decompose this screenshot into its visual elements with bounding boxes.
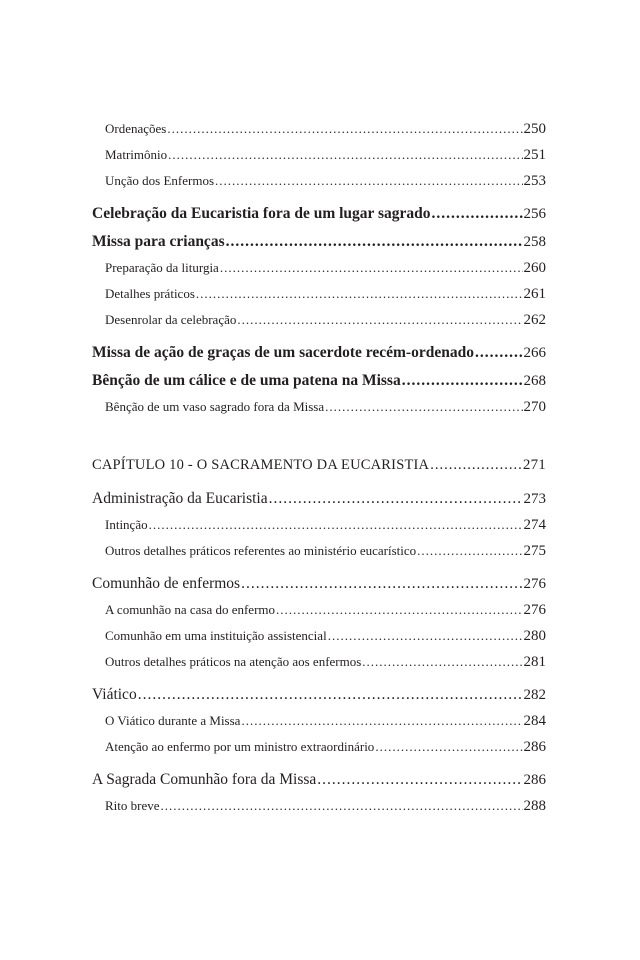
toc-leader-dots — [375, 739, 522, 755]
toc-leader-dots — [167, 121, 522, 137]
toc-entry-page: 251 — [523, 147, 546, 163]
toc-entry-page: 271 — [522, 457, 546, 473]
toc-entry-label: Administração da Eucaristia — [92, 490, 268, 507]
toc-leader-dots — [317, 771, 522, 789]
toc-entry-intincao — [105, 517, 546, 534]
toc-entry-page: 261 — [523, 286, 546, 302]
toc-entry-label: O Viático durante a Missa — [105, 713, 241, 728]
toc-entry-page: 275 — [523, 543, 546, 559]
toc-entry-missa-para-criancas — [92, 233, 546, 251]
toc-leader-dots — [237, 312, 522, 328]
toc-entry-page: 253 — [523, 173, 546, 189]
toc-entry-preparacao-liturgia — [105, 260, 546, 277]
toc-leader-dots — [430, 457, 522, 474]
toc-entry-label: CAPÍTULO 10 - O SACRAMENTO DA EUCARISTIA — [92, 457, 430, 473]
toc-entry-page: 256 — [523, 206, 546, 222]
toc-entry-page: 286 — [523, 739, 546, 755]
toc-leader-dots — [269, 490, 523, 508]
toc-leader-dots — [402, 372, 523, 390]
toc-entry-label: Outros detalhes práticos na atenção aos enfermos — [105, 654, 362, 669]
toc-entry-label: Missa de ação de graças de um sacerdote recém-ordenado — [92, 344, 474, 361]
toc-leader-dots — [276, 602, 522, 618]
toc-leader-dots — [417, 543, 522, 559]
toc-entry-label: Celebração da Eucaristia fora de um lugar sagrado — [92, 205, 431, 222]
toc-chapter-10 — [92, 457, 546, 474]
toc-entry-label: A comunhão na casa do enfermo — [105, 602, 276, 617]
toc-entry-desenrolar-celebracao — [105, 312, 546, 329]
toc-entry-comunhao-instituicao — [105, 628, 546, 645]
toc-entry-label: Comunhão em uma instituição assistencial — [105, 628, 327, 643]
toc-entry-label: Outros detalhes práticos referentes ao ministério eucarístico — [105, 543, 417, 558]
toc-leader-dots — [475, 344, 523, 362]
toc-entry-page: 266 — [523, 345, 546, 361]
toc-entry-sagrada-comunhao-fora-missa — [92, 771, 546, 789]
toc-entry-label: Unção dos Enfermos — [105, 173, 215, 188]
toc-leader-dots — [226, 233, 523, 251]
toc-entry-label: Rito breve — [105, 798, 160, 813]
toc-entry-page: 288 — [523, 798, 546, 814]
toc-entry-outros-detalhes-ministerio — [105, 543, 546, 560]
toc-entry-label: Bênção de um cálice e de uma patena na Missa — [92, 372, 401, 389]
toc-leader-dots — [215, 173, 522, 189]
toc-entry-missa-acao-de-gracas — [92, 344, 546, 362]
toc-entry-page: 284 — [523, 713, 546, 729]
toc-leader-dots — [161, 798, 523, 814]
toc-leader-dots — [149, 517, 523, 533]
toc-entry-page: 276 — [523, 576, 546, 592]
toc-entry-page: 273 — [523, 491, 546, 507]
toc-entry-page: 282 — [523, 687, 546, 703]
toc-entry-viatico — [92, 686, 546, 704]
toc-entry-viatico-durante-missa — [105, 713, 546, 730]
toc-entry-celebracao-fora-lugar-sagrado — [92, 205, 546, 223]
toc-entry-label: Bênção de um vaso sagrado fora da Missa — [105, 399, 325, 414]
toc-entry-page: 260 — [523, 260, 546, 276]
toc-leader-dots — [138, 686, 523, 704]
toc-entry-uncao-dos-enfermos — [105, 173, 546, 190]
toc-entry-page: 280 — [523, 628, 546, 644]
toc-entry-label: Detalhes práticos — [105, 286, 195, 301]
toc-entry-rito-breve — [105, 798, 546, 815]
toc-entry-page: 274 — [523, 517, 546, 533]
toc-entry-outros-detalhes-enfermos — [105, 654, 546, 671]
toc-entry-administracao-eucaristia — [92, 490, 546, 508]
toc-entry-label: Comunhão de enfermos — [92, 575, 241, 592]
toc-entry-label: Desenrolar da celebração — [105, 312, 237, 327]
toc-entry-label: Atenção ao enfermo por um ministro extraordinário — [105, 739, 375, 754]
toc-entry-detalhes-praticos — [105, 286, 546, 303]
toc-entry-label: Missa para crianças — [92, 233, 225, 250]
toc-leader-dots — [432, 205, 523, 223]
toc-leader-dots — [196, 286, 523, 302]
toc-entry-page: 270 — [523, 399, 546, 415]
toc-entry-label: Ordenações — [105, 121, 167, 136]
toc-entry-atencao-ministro-extraordinario — [105, 739, 546, 756]
toc-entry-bencao-vaso-sagrado — [105, 399, 546, 416]
toc-entry-matrimonio — [105, 147, 546, 164]
toc-entry-bencao-calice-patena — [92, 372, 546, 390]
toc-leader-dots — [168, 147, 522, 163]
toc-leader-dots — [325, 399, 522, 415]
toc-entry-label: Matrimônio — [105, 147, 168, 162]
toc-entry-label: Preparação da liturgia — [105, 260, 219, 275]
toc-entry-ordenacoes — [105, 121, 546, 138]
toc-entry-page: 276 — [523, 602, 546, 618]
toc-entry-page: 250 — [523, 121, 546, 137]
toc-entry-label: Intinção — [105, 517, 148, 532]
toc-entry-page: 262 — [523, 312, 546, 328]
toc-leader-dots — [362, 654, 522, 670]
toc-entry-page: 268 — [523, 373, 546, 389]
toc-entry-page: 258 — [523, 234, 546, 250]
toc-leader-dots — [241, 713, 522, 729]
toc-entry-page: 281 — [523, 654, 546, 670]
toc-leader-dots — [241, 575, 522, 593]
toc-entry-comunhao-casa-enfermo — [105, 602, 546, 619]
toc-leader-dots — [220, 260, 523, 276]
toc-entry-label: Viático — [92, 686, 137, 703]
toc-entry-page: 286 — [523, 772, 546, 788]
toc-leader-dots — [328, 628, 523, 644]
toc-entry-label: A Sagrada Comunhão fora da Missa — [92, 771, 317, 788]
toc-entry-comunhao-enfermos — [92, 575, 546, 593]
